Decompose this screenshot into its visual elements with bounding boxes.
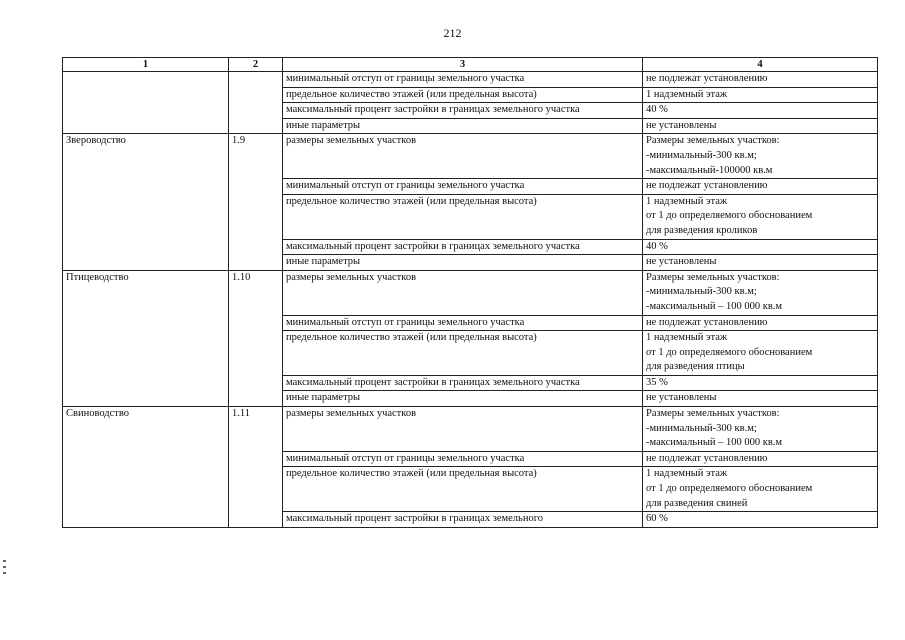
value-line: от 1 до определяемого обоснованием [646, 210, 813, 222]
value-line: 1 надземный этаж [646, 332, 728, 344]
regulations-table [62, 57, 878, 528]
value-cell [643, 270, 878, 315]
value-cell [643, 72, 878, 88]
value-line: Размеры земельных участков: [646, 135, 780, 147]
page-number: 212 [443, 26, 462, 40]
value-line: -минимальный-300 кв.м; [646, 422, 757, 434]
parameter-cell: иные параметры [283, 118, 643, 134]
value-cell [643, 467, 878, 512]
value-line: 60 % [646, 513, 668, 525]
parameter-cell: размеры земельных участков [283, 407, 643, 452]
value-cell [643, 451, 878, 467]
table-row [63, 407, 878, 452]
value-line: не установлены [646, 256, 717, 268]
value-line: Размеры земельных участков: [646, 271, 780, 283]
value-line: не подлежат установлению [646, 73, 768, 84]
value-cell [643, 118, 878, 134]
column-header: 4 [643, 58, 878, 72]
value-line: -минимальный-300 кв.м; [646, 149, 757, 161]
value-line: -максимальный – 100 000 кв.м [646, 300, 783, 312]
value-line: 40 % [646, 104, 668, 116]
column-header: 2 [229, 58, 283, 72]
value-line: не установлены [646, 392, 717, 404]
value-cell [643, 391, 878, 407]
land-use-code-cell: 1.10 [229, 270, 283, 406]
value-cell [643, 512, 878, 528]
value-line: -максимальный – 100 000 кв.м [646, 437, 783, 449]
parameter-cell: минимальный отступ от границы земельного участка [283, 179, 643, 195]
value-line: от 1 до определяемого обоснованием [646, 483, 813, 495]
parameter-cell: максимальный процент застройки в границах земельного участка [283, 375, 643, 391]
scan-edge-mark [3, 566, 6, 568]
parameter-cell: максимальный процент застройки в границах земельного участка [283, 103, 643, 119]
parameter-cell: максимальный процент застройки в границах земельного участка [283, 239, 643, 255]
value-cell [643, 179, 878, 195]
value-cell [643, 103, 878, 119]
parameter-cell: иные параметры [283, 255, 643, 271]
value-line: для разведения кроликов [646, 224, 758, 236]
value-cell [643, 134, 878, 179]
value-line: от 1 до определяемого обоснованием [646, 346, 813, 358]
value-cell [643, 194, 878, 239]
column-header: 1 [63, 58, 229, 72]
land-use-name-cell: Свиноводство [63, 407, 229, 528]
table-row [63, 72, 878, 88]
land-use-name-cell [63, 72, 229, 134]
parameter-cell: предельное количество этажей (или предельная высота) [283, 194, 643, 239]
land-use-code-cell: 1.11 [229, 407, 283, 528]
value-line: не подлежат установлению [646, 180, 768, 192]
parameter-cell: минимальный отступ от границы земельного участка [283, 72, 643, 88]
value-line: не установлены [646, 119, 717, 131]
parameter-cell: предельное количество этажей (или предельная высота) [283, 87, 643, 103]
value-line: не подлежат установлению [646, 452, 768, 464]
parameter-cell: максимальный процент застройки в границах земельного [283, 512, 643, 528]
value-cell [643, 407, 878, 452]
value-line: 1 надземный этаж [646, 88, 728, 100]
parameter-cell: предельное количество этажей (или предельная высота) [283, 467, 643, 512]
value-cell [643, 87, 878, 103]
value-line: Размеры земельных участков: [646, 408, 780, 420]
table-header-row [63, 58, 878, 72]
table-body [63, 72, 878, 528]
value-cell [643, 331, 878, 376]
value-line: -максимальный-100000 кв.м [646, 164, 773, 176]
value-line: не подлежат установлению [646, 316, 768, 328]
value-cell [643, 239, 878, 255]
land-use-name-cell: Звероводство [63, 134, 229, 270]
parameter-cell: предельное количество этажей (или предельная высота) [283, 331, 643, 376]
parameter-cell: минимальный отступ от границы земельного участка [283, 451, 643, 467]
value-line: 1 надземный этаж [646, 468, 728, 480]
value-cell [643, 255, 878, 271]
parameter-cell: размеры земельных участков [283, 270, 643, 315]
table-row [63, 270, 878, 315]
parameter-cell: минимальный отступ от границы земельного участка [283, 315, 643, 331]
parameter-cell: иные параметры [283, 391, 643, 407]
value-line: для разведения птицы [646, 361, 745, 373]
scan-edge-mark [3, 572, 6, 574]
value-line: для разведения свиней [646, 497, 748, 509]
value-line: 40 % [646, 240, 668, 252]
value-cell [643, 315, 878, 331]
land-use-code-cell [229, 72, 283, 134]
land-use-code-cell: 1.9 [229, 134, 283, 270]
value-cell [643, 375, 878, 391]
land-use-name-cell: Птицеводство [63, 270, 229, 406]
value-line: -минимальный-300 кв.м; [646, 286, 757, 298]
parameter-cell: размеры земельных участков [283, 134, 643, 179]
scan-edge-mark [3, 560, 6, 562]
table-row [63, 134, 878, 179]
value-line: 1 надземный этаж [646, 195, 728, 207]
column-header: 3 [283, 58, 643, 72]
value-line: 35 % [646, 376, 668, 388]
